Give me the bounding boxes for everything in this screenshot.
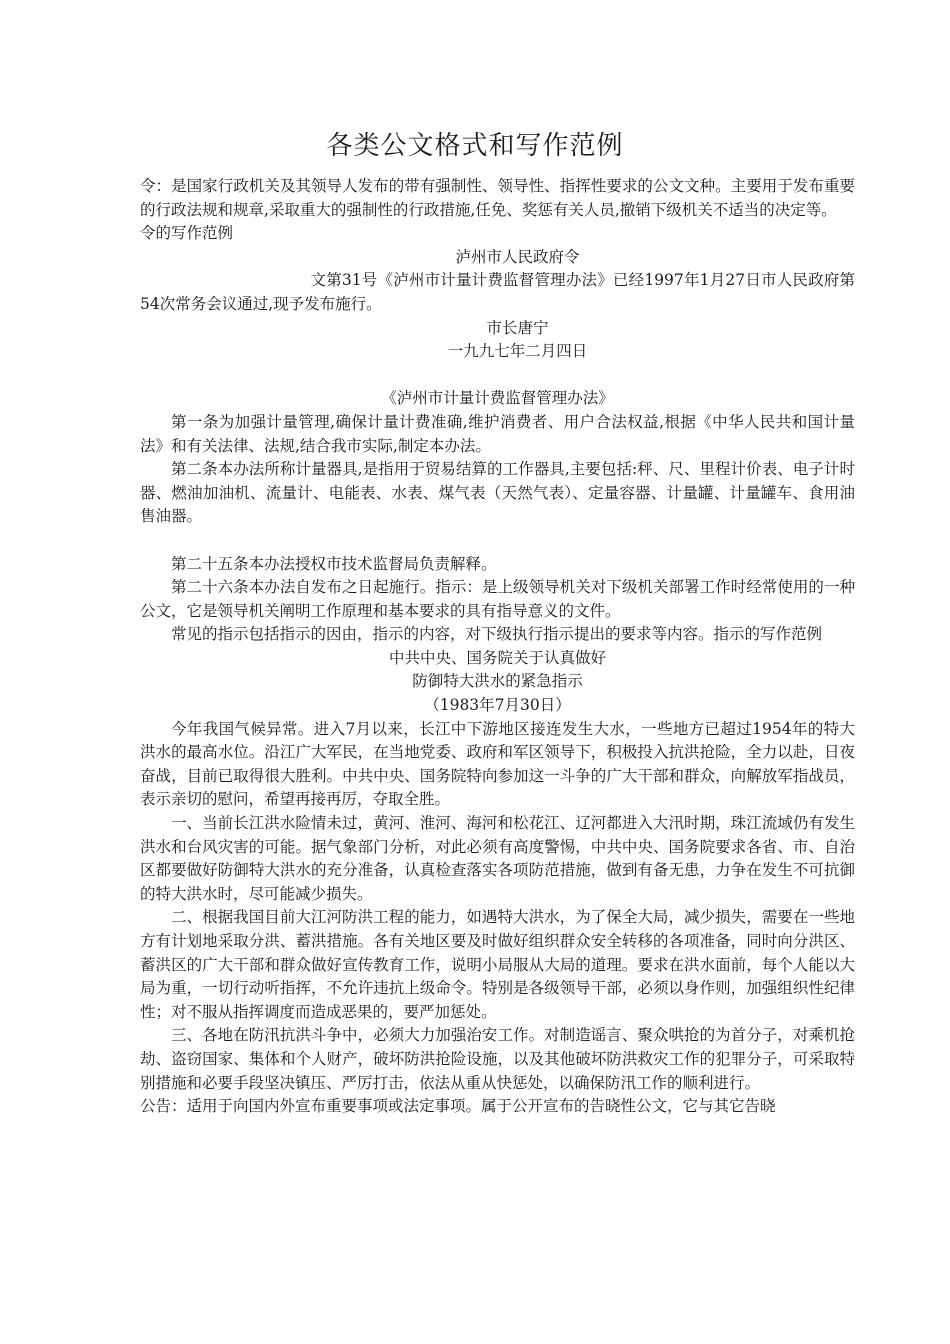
directive-title-line-2: 防御特大洪水的紧急指示	[412, 672, 583, 691]
article-2: 第二条本办法所称计量器具,是指用于贸易结算的工作器具,主要包括:秤、尺、里程计价表、电子计时器、燃油加油机、流量计、电能表、水表、煤气表（天然气表）、定量容器、计量罐、计量罐车、食用油售油器。	[140, 460, 855, 526]
document-title: 各类公文格式和写作范例	[326, 131, 624, 161]
directive-contents: 常见的指示包括指示的因由，指示的内容，对下级执行指示提出的要求等内容。指示的写作范例	[171, 625, 823, 644]
directive-point-1: 一、当前长江洪水险情未过，黄河、淮河、海河和松花江、辽河都进入大汛时期，珠江流域仍有发生洪水和台风灾害的可能。据气象部门分析，对此必须有高度警惕，中共中央、国务院要求各省、市、自治区都要做好防御特大洪水的充分准备，认真检查落实各项防范措施，做到有备无患，力争在发生不可抗御的特大洪水时，尽可能减少损失。	[140, 814, 855, 903]
document-body	[140, 175, 855, 1119]
regulation-title: 《泸州市计量计费监督管理办法》	[381, 389, 614, 408]
decree-date: 一九九七年二月四日	[447, 342, 588, 361]
directive-date: （1983年7月30日）	[424, 696, 571, 715]
paragraph-ling-definition: 令：是国家行政机关及其领导人发布的带有强制性、领导性、指挥性要求的公文文种。主要用于发布重要的行政法规和规章,采取重大的强制性的行政措施,任免、奖惩有关人员,撤销下级机关不适当的决定等。	[140, 177, 855, 219]
directive-point-2: 二、根据我国目前大江河防洪工程的能力，如遇特大洪水，为了保全大局，减少损失，需要在一些地方有计划地采取分洪、蓄洪措施。各有关地区要及时做好组织群众安全转移的各项准备，同时向分洪区、蓄洪区的广大干部和群众做好宣传教育工作，说明小局服从大局的道理。要求在洪水面前，每个人能以大局为重，一切行动听指挥，不允许违抗上级命令。特别是各级领导干部，必须以身作则，加强组织性纪律性；对不服从指挥调度而造成恶果的，要严加惩处。	[140, 908, 855, 1021]
blank-line	[140, 364, 855, 388]
directive-point-3: 三、各地在防汛抗洪斗争中，必须大力加强治安工作。对制造谣言、聚众哄抢的为首分子，对乘机抢劫、盗窃国家、集体和个人财产，破坏防洪抢险设施，以及其他破坏防洪救灾工作的犯罪分子，可采取特别措施和必要手段坚决镇压、严厉打击，依法从重从快惩处，以确保防汛工作的顺利进行。	[140, 1026, 855, 1092]
paragraph-announcement-definition: 公告：适用于向国内外宣布重要事项或法定事项。属于公开宣布的告晓性公文，它与其它告晓	[140, 1097, 776, 1116]
directive-intro: 今年我国气候异常。进入7月以来，长江中下游地区接连发生大水，一些地方已超过1954年的特大洪水的最高水位。沿江广大军民，在当地党委、政府和军区领导下，积极投入抗洪抢险，全力以赴，日夜奋战，目前已取得很大胜利。中共中央、国务院特向参加这一斗争的广大干部和群众，向解放军指战员，表示亲切的慰问，希望再接再厉，夺取全胜。	[140, 719, 855, 809]
decree-heading: 泸州市人民政府令	[455, 247, 580, 266]
paragraph-ling-example-heading: 令的写作范例	[140, 224, 234, 243]
article-26-and-directive-definition: 第二十六条本办法自发布之日起施行。指示：是上级领导机关对下级机关部署工作时经常使用的一种公文，它是领导机关阐明工作原理和基本要求的具有指导意义的文件。	[140, 578, 855, 620]
article-25: 第二十五条本办法授权市技术监督局负责解释。	[171, 554, 497, 573]
decree-body: 文第31号《泸州市计量计费监督管理办法》已经1997年1月27日市人民政府第54次常务会议通过,现予发布施行。	[140, 271, 855, 313]
decree-signatory: 市长唐宁	[486, 318, 549, 337]
blank-line	[140, 529, 855, 553]
directive-title-line-1: 中共中央、国务院关于认真做好	[388, 648, 606, 667]
article-1: 第一条为加强计量管理,确保计量计费准确,维护消费者、用户合法权益,根据《中华人民共和国计量法》和有关法律、法规,结合我市实际,制定本办法。	[140, 412, 855, 455]
